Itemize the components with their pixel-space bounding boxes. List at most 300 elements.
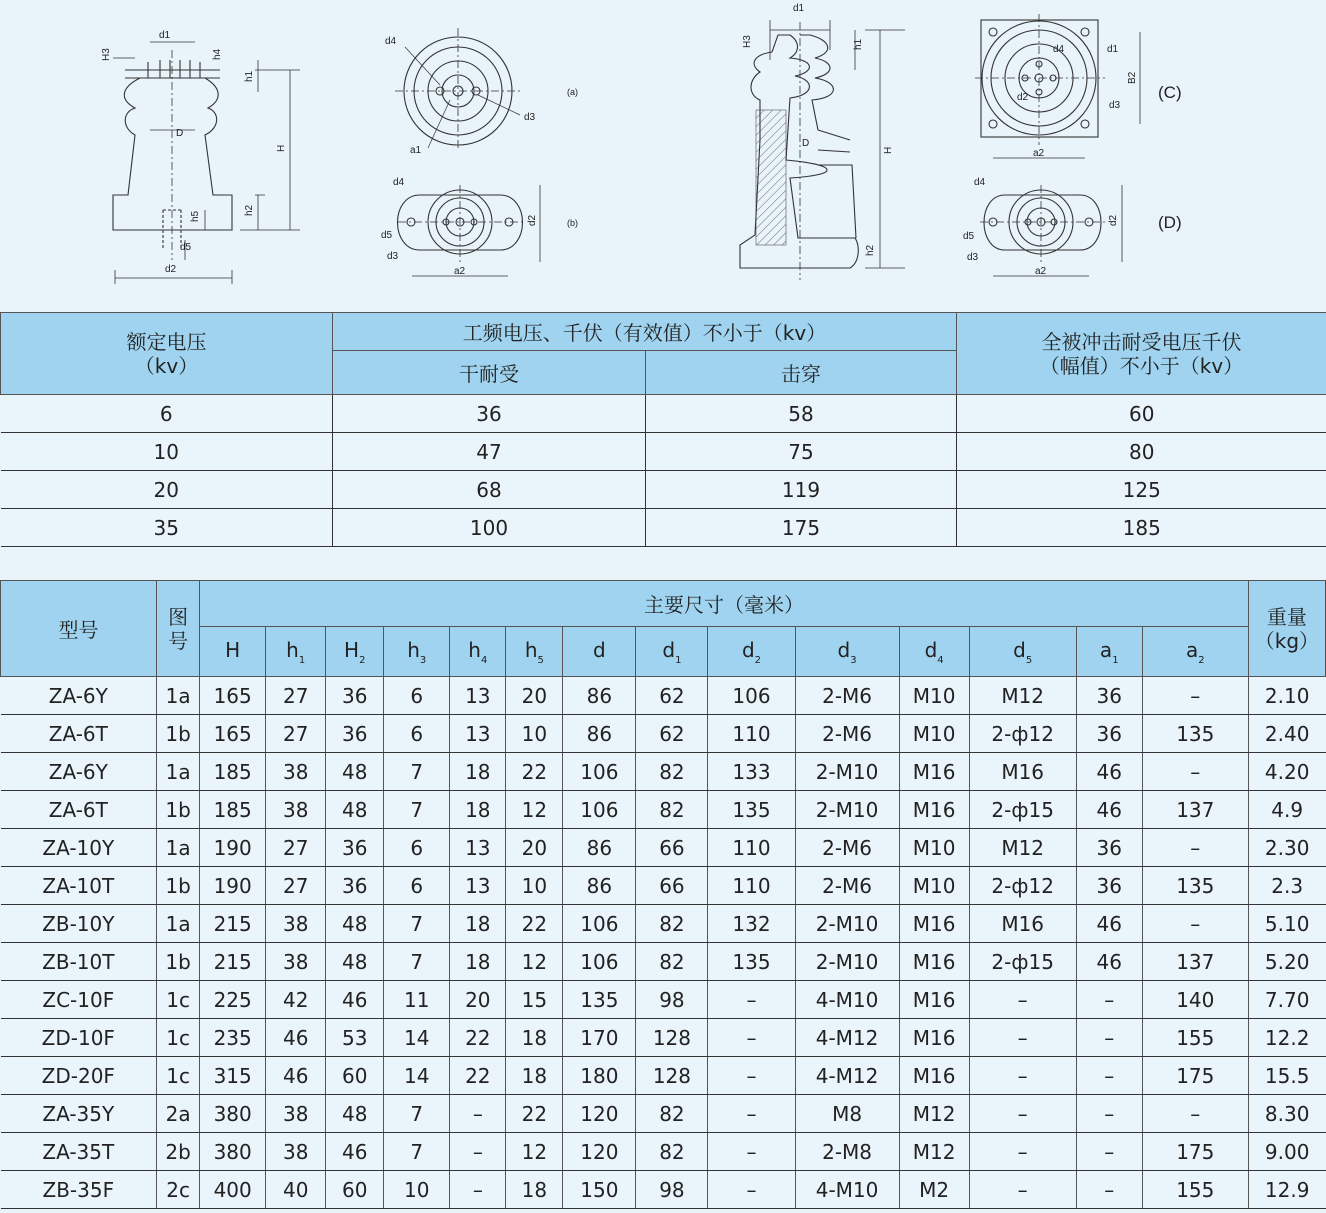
dimension-cell: 5.20 [1248,943,1325,981]
dimension-cell: 22 [450,1019,506,1057]
label-h5: h5 [190,210,201,222]
dimension-cell: 2-M6 [795,677,899,715]
dimension-cell: 2-ф15 [969,943,1076,981]
header-dim-symbol: d [662,637,676,662]
dimension-cell: 2.40 [1248,715,1325,753]
dimension-cell: 1c [157,1019,200,1057]
dimension-cell: 46 [326,981,384,1019]
dimension-cell: M16 [899,943,969,981]
header-dim-subscript: 3 [850,654,857,666]
dimension-cell: 82 [636,1095,708,1133]
dimension-cell: – [1076,1057,1142,1095]
voltage-cell: 60 [957,395,1326,433]
dimension-cell: 27 [266,677,326,715]
header-dim-subscript: 2 [754,654,762,666]
model-cell: ZA-6Y [1,677,157,715]
header-dim-col [266,627,326,677]
dimension-cell: 1b [157,867,200,905]
dimension-cell: 106 [563,791,636,829]
dimension-cell: 15.5 [1248,1057,1325,1095]
dimension-cell: 190 [200,829,266,867]
dimension-cell: M16 [899,791,969,829]
dimension-cell: – [969,1057,1076,1095]
voltage-cell: 6 [1,395,333,433]
label-fig-a: (a) [567,87,578,97]
header-figure-line1: 图 [168,604,189,629]
dimension-cell: 6 [384,677,450,715]
header-dim-col [708,627,795,677]
header-dim-symbol: d [741,637,755,662]
label-h1: h1 [244,70,255,82]
dimension-cell: 6 [384,829,450,867]
dimension-cell: 235 [200,1019,266,1057]
dimension-cell: – [969,981,1076,1019]
header-dim-col [384,627,450,677]
dimension-cell: 22 [450,1057,506,1095]
label-d2: d2 [165,264,177,275]
header-main-dimensions: 主要尺寸（毫米） [200,581,1249,627]
header-dim-col [450,627,506,677]
header-impulse-voltage [957,313,1326,395]
dimension-cell: 106 [563,905,636,943]
label-fig-D: (D) [1158,213,1182,232]
dimension-cell: M16 [969,905,1076,943]
dimension-cell: M10 [899,677,969,715]
dimension-cell: 12 [506,1133,563,1171]
dimension-cell: 36 [1076,715,1142,753]
label-2-h1: h1 [853,38,864,50]
header-impulse-line2: （幅值）不小于（kv） [1039,353,1244,378]
label-b-d4: d4 [393,177,405,188]
dimension-cell: – [1142,677,1248,715]
header-dim-col [200,627,266,677]
model-cell: ZD-10F [1,1019,157,1057]
dimension-cell: 7 [384,753,450,791]
dimension-cell: 13 [450,715,506,753]
model-cell: ZA-10T [1,867,157,905]
dimension-row [1,905,1326,943]
dimension-cell: 48 [326,791,384,829]
label-c-d3: d3 [1109,100,1121,111]
dimension-cell: 98 [636,981,708,1019]
label-c-d2: d2 [1017,92,1029,103]
insulator-section-view-2 [740,20,905,280]
header-dim-subscript: 1 [675,654,682,666]
label-d-a2: a2 [1035,266,1047,277]
dimension-row [1,1019,1326,1057]
dimension-cell: – [969,1171,1076,1209]
dimension-cell: M16 [969,753,1076,791]
dimension-cell: – [1142,1095,1248,1133]
insulator-top-view-c [975,14,1140,158]
header-figure [157,581,200,677]
dimension-cell: 36 [326,867,384,905]
label-2-h2: h2 [865,244,876,256]
dimension-cell: M10 [899,715,969,753]
dimension-cell: M16 [899,981,969,1019]
header-dim-symbol: d [1013,637,1026,662]
dimension-cell: 86 [563,829,636,867]
dimension-cell: 4.20 [1248,753,1325,791]
dimension-cell: 150 [563,1171,636,1209]
dimension-cell: 4-M10 [795,981,899,1019]
dimension-cell: M8 [795,1095,899,1133]
dimension-cell: 22 [506,905,563,943]
dimension-cell: 2-M10 [795,905,899,943]
dimension-cell: – [450,1095,506,1133]
dimension-cell: – [1142,829,1248,867]
dimension-cell: – [708,1095,795,1133]
label-d-d4: d4 [974,177,986,188]
voltage-row [1,433,1326,471]
dimension-cell: 215 [200,905,266,943]
dimension-cell: 22 [506,1095,563,1133]
dimension-cell: 7 [384,791,450,829]
voltage-rating-table [0,312,1326,547]
dimension-cell: 27 [266,829,326,867]
dimension-cell: 18 [506,1171,563,1209]
label-d1: d1 [159,30,171,41]
dimension-cell: – [969,1019,1076,1057]
dimension-cell: 135 [1142,715,1248,753]
header-dim-col [636,627,708,677]
header-dim-subscript: 1 [298,654,306,666]
dimension-cell: 36 [1076,677,1142,715]
dimension-cell: 155 [1142,1019,1248,1057]
dimension-cell: 132 [708,905,795,943]
dimension-cell: 10 [506,867,563,905]
header-weight-line1: 重量 [1266,604,1307,629]
dimension-cell: 62 [636,715,708,753]
dimension-cell: 22 [506,753,563,791]
dimension-cell: 18 [506,1057,563,1095]
dimension-row [1,715,1326,753]
dimension-cell: 11 [384,981,450,1019]
header-impulse-line1: 全被冲击耐受电压千伏 [1041,329,1242,354]
dimension-cell: 38 [266,943,326,981]
voltage-row [1,471,1326,509]
header-dim-symbol: h [468,637,481,662]
voltage-cell: 10 [1,433,333,471]
dimension-row [1,791,1326,829]
dimension-cell: 10 [506,715,563,753]
dimension-cell: 38 [266,905,326,943]
header-dim-subscript: 2 [1198,654,1205,666]
label-fig-C: (C) [1158,83,1182,102]
dimension-cell: 120 [563,1133,636,1171]
label-h2: h2 [244,204,255,216]
dimension-cell: 2-M10 [795,791,899,829]
dimension-cell: – [1142,905,1248,943]
header-dim-col [326,627,384,677]
header-dim-col [795,627,899,677]
header-dim-symbol: h [524,637,538,662]
label-c-a2: a2 [1033,148,1045,159]
dimension-cell: 190 [200,867,266,905]
dimension-cell: 2.10 [1248,677,1325,715]
insulator-side-view-1 [113,42,300,284]
voltage-cell: 119 [646,471,957,509]
voltage-cell: 100 [333,509,646,547]
dimension-cell: 106 [563,753,636,791]
dimension-cell: 46 [266,1019,326,1057]
header-rated-voltage-line1: 额定电压 [126,329,207,354]
voltage-cell: 35 [1,509,333,547]
dimension-cell: 135 [563,981,636,1019]
dimension-cell: M16 [899,1019,969,1057]
header-dry-withstand: 干耐受 [333,351,646,395]
dimension-cell: 137 [1142,791,1248,829]
dimension-cell: – [708,981,795,1019]
voltage-cell: 58 [646,395,957,433]
dimension-cell: 27 [266,867,326,905]
dimension-row [1,677,1326,715]
header-dim-col [899,627,969,677]
dimension-cell: 140 [1142,981,1248,1019]
dimension-cell: 6 [384,715,450,753]
dimension-cell: 48 [326,753,384,791]
dimension-cell: 110 [708,829,795,867]
dimension-cell: 13 [450,867,506,905]
label-H: H [276,144,287,152]
dimension-cell: 46 [1076,791,1142,829]
label-a-d4: d4 [385,36,397,47]
dimension-cell: 6 [384,867,450,905]
dimension-cell: 135 [1142,867,1248,905]
header-dim-subscript: 5 [537,654,544,666]
label-d5: d5 [180,242,192,253]
dimension-cell: 36 [326,829,384,867]
dimension-row [1,1171,1326,1209]
dimension-cell: 12.9 [1248,1171,1325,1209]
dimension-cell: 2c [157,1171,200,1209]
model-cell: ZA-6T [1,715,157,753]
header-dim-col [1076,627,1142,677]
dimension-cell: 86 [563,677,636,715]
header-weight-line2: （kg） [1254,628,1320,653]
dimension-cell: – [450,1133,506,1171]
label-a-d3: d3 [524,112,536,123]
dimension-cell: 110 [708,715,795,753]
dimension-cell: – [1076,1095,1142,1133]
dimension-cell: 133 [708,753,795,791]
dimension-cell: 1a [157,677,200,715]
dimension-cell: 20 [450,981,506,1019]
dimension-cell: 86 [563,867,636,905]
label-c-d1: d1 [1107,44,1119,55]
header-dim-subscript: 1 [1112,654,1119,666]
dimension-row [1,1095,1326,1133]
dimension-cell: – [708,1171,795,1209]
dimension-cell: 14 [384,1057,450,1095]
dimension-cell: 46 [1076,753,1142,791]
dimension-row [1,1057,1326,1095]
dimension-cell: 2-M6 [795,715,899,753]
dimension-cell: 135 [708,943,795,981]
dimension-cell: 2-M6 [795,829,899,867]
dimension-cell: 18 [450,905,506,943]
dimension-cell: 8.30 [1248,1095,1325,1133]
dimension-cell: 128 [636,1057,708,1095]
label-b-d2: d2 [527,214,538,226]
dimension-cell: 82 [636,1133,708,1171]
label-b-d5: d5 [381,230,393,241]
model-cell: ZB-35F [1,1171,157,1209]
dimension-cell: – [1076,1133,1142,1171]
header-dim-subscript: 4 [937,654,944,666]
dimension-cell: – [1076,1019,1142,1057]
dimension-cell: 40 [266,1171,326,1209]
dimension-cell: 10 [384,1171,450,1209]
model-cell: ZA-6Y [1,753,157,791]
label-c-B2: B2 [1127,71,1138,84]
dimension-cell: 38 [266,791,326,829]
dimension-row [1,829,1326,867]
dimension-cell: 46 [266,1057,326,1095]
dimension-cell: 53 [326,1019,384,1057]
model-cell: ZA-35T [1,1133,157,1171]
voltage-cell: 75 [646,433,957,471]
dimension-cell: 1a [157,753,200,791]
dimension-cell: 400 [200,1171,266,1209]
header-dim-symbol: a [1099,637,1113,662]
dimension-cell: 7 [384,905,450,943]
dimension-row [1,867,1326,905]
dimension-cell: – [969,1133,1076,1171]
header-weight [1248,581,1325,677]
dimension-cell: M16 [899,1057,969,1095]
dimension-cell: 155 [1142,1171,1248,1209]
dimension-cell: 9.00 [1248,1133,1325,1171]
dimension-cell: 66 [636,867,708,905]
dimension-cell: 36 [1076,867,1142,905]
voltage-cell: 47 [333,433,646,471]
dimension-cell: 2-ф12 [969,867,1076,905]
dimension-cell: 38 [266,1133,326,1171]
dimension-cell: 225 [200,981,266,1019]
dimension-cell: 18 [506,1019,563,1057]
voltage-row [1,395,1326,433]
dimension-row [1,943,1326,981]
dimension-cell: 135 [708,791,795,829]
label-2-D: D [802,138,810,149]
dimension-cell: M12 [969,677,1076,715]
dimension-cell: 106 [708,677,795,715]
header-dim-symbol: H [344,637,360,662]
dimension-cell: M16 [899,753,969,791]
model-cell: ZA-6T [1,791,157,829]
label-D: D [176,128,184,139]
dimension-cell: 13 [450,677,506,715]
dimension-cell: 2-M8 [795,1133,899,1171]
dimension-cell: 2a [157,1095,200,1133]
insulator-top-view-a [395,28,522,150]
dimension-cell: 13 [450,829,506,867]
voltage-row [1,509,1326,547]
dimension-cell: 2.3 [1248,867,1325,905]
dimension-cell: – [1142,753,1248,791]
dimension-cell: 5.10 [1248,905,1325,943]
dimension-cell: 98 [636,1171,708,1209]
dimension-cell: – [708,1019,795,1057]
insulator-top-view-d [980,185,1122,276]
model-cell: ZA-10Y [1,829,157,867]
dimension-cell: 48 [326,1095,384,1133]
dimension-cell: 4-M10 [795,1171,899,1209]
dimension-cell: 15 [506,981,563,1019]
dimension-cell: 12 [506,943,563,981]
dimension-cell: 137 [1142,943,1248,981]
voltage-cell: 125 [957,471,1326,509]
dimension-cell: 185 [200,791,266,829]
header-figure-line2: 号 [168,628,189,653]
voltage-cell: 175 [646,509,957,547]
dimension-cell: – [969,1095,1076,1133]
header-rated-voltage-line2: （kv） [134,353,199,378]
dimension-cell: 82 [636,943,708,981]
dimension-cell: 46 [1076,943,1142,981]
dimension-cell: 36 [326,715,384,753]
dimension-cell: 18 [450,943,506,981]
voltage-cell: 36 [333,395,646,433]
dimension-cell: 175 [1142,1133,1248,1171]
dimension-cell: 48 [326,905,384,943]
header-dim-subscript: 5 [1025,654,1033,666]
header-model: 型号 [1,581,157,677]
header-rated-voltage [1,313,333,395]
dimension-cell: – [708,1057,795,1095]
voltage-cell: 185 [957,509,1326,547]
dimension-cell: 48 [326,943,384,981]
model-cell: ZA-35Y [1,1095,157,1133]
dimension-cell: 120 [563,1095,636,1133]
header-dim-subscript: 2 [359,654,366,666]
dimension-cell: 185 [200,753,266,791]
dimension-cell: 170 [563,1019,636,1057]
dimension-cell: 1b [157,943,200,981]
dimension-cell: 66 [636,829,708,867]
dimension-cell: 14 [384,1019,450,1057]
dimension-cell: 315 [200,1057,266,1095]
dimension-cell: 2b [157,1133,200,1171]
dimension-cell: 7 [384,1133,450,1171]
dimension-cell: 12 [506,791,563,829]
header-dim-col [1142,627,1248,677]
voltage-cell: 68 [333,471,646,509]
header-dim-symbol: h [286,637,299,662]
label-h4: h4 [212,48,223,60]
dimension-cell: 1c [157,981,200,1019]
label-a-a1: a1 [410,145,422,156]
dimension-cell: 180 [563,1057,636,1095]
dimension-cell: – [450,1171,506,1209]
dimension-cell: 165 [200,677,266,715]
dimension-row [1,981,1326,1019]
dimension-cell: 2-M10 [795,943,899,981]
dimension-row [1,753,1326,791]
dimension-cell: 2-ф15 [969,791,1076,829]
dimension-cell: 60 [326,1171,384,1209]
dimension-cell: 4-M12 [795,1057,899,1095]
model-cell: ZB-10Y [1,905,157,943]
label-2-d1: d1 [793,3,805,14]
header-power-frequency-voltage: 工频电压、千伏（有效值）不小于（kv） [333,313,957,351]
header-dim-symbol: h [407,637,420,662]
dimension-cell: 18 [450,753,506,791]
header-dim-col [969,627,1076,677]
header-dim-symbol: a [1185,637,1199,662]
header-dim-col [563,627,636,677]
